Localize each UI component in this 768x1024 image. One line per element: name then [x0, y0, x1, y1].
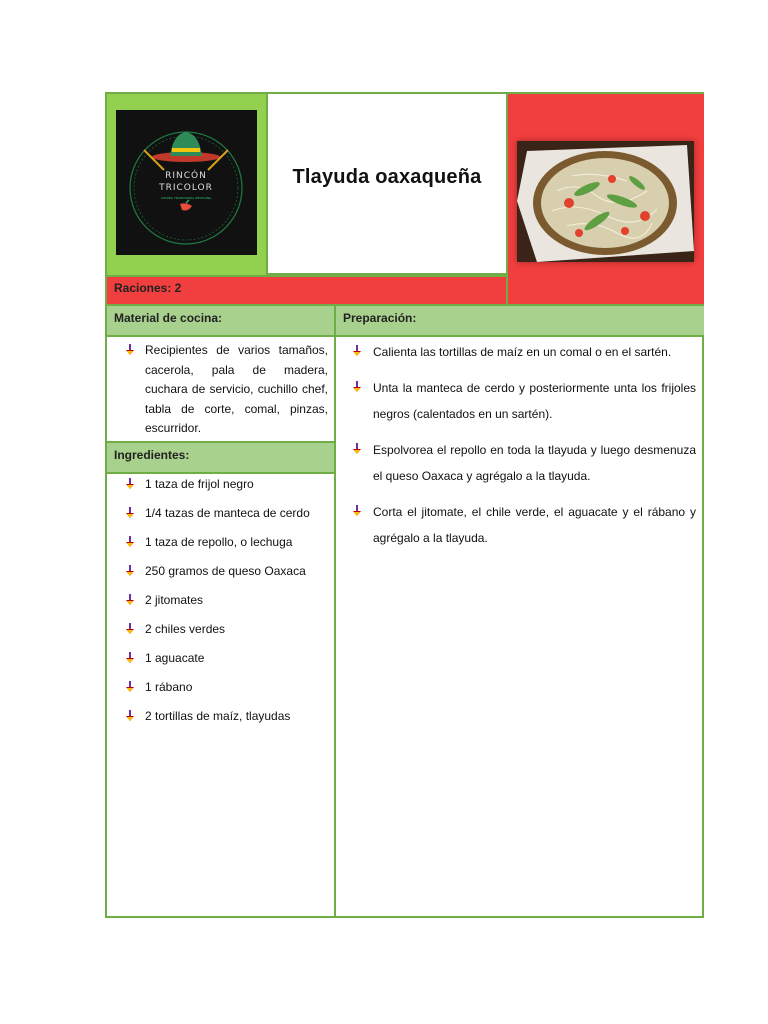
- list-item: [336, 339, 704, 365]
- list-item: [107, 563, 334, 592]
- arrow-bullet-icon: [124, 651, 136, 665]
- ingredient-text: 1 taza de frijol negro: [145, 477, 254, 491]
- arrow-bullet-icon: [124, 564, 136, 578]
- preparation-section: [336, 337, 704, 918]
- ingredient-text: 1 rábano: [145, 680, 193, 694]
- logo-line1: RINCÓN: [165, 171, 207, 181]
- arrow-bullet-icon: [124, 343, 136, 357]
- material-section: [107, 337, 336, 441]
- logo-tagline: COMIDA TRADICIONAL MEXICANA: [160, 196, 212, 200]
- servings-label: Raciones: 2: [114, 281, 182, 295]
- ingredient-text: 2 chiles verdes: [145, 622, 226, 636]
- ingredients-header: Ingredientes:: [107, 441, 336, 474]
- restaurant-logo: [116, 110, 257, 255]
- material-list: [107, 337, 334, 439]
- arrow-bullet-icon: [124, 709, 136, 723]
- ingredient-text: 1/4 tazas de manteca de cerdo: [145, 506, 310, 520]
- step-text: Espolvorea el repollo en toda la tlayuda y luego desmenuza el queso Oaxaca y agrégalo a la tlayuda.: [373, 443, 696, 483]
- ingredients-list: [107, 474, 334, 737]
- step-text: Corta el jitomate, el chile verde, el aguacate y el rábano y agrégalo a la tlayuda.: [373, 505, 696, 545]
- ingredient-text: 2 tortillas de maíz, tlayudas: [145, 709, 291, 723]
- tlayuda-image-icon: [517, 141, 694, 262]
- logo-line2: TRICOLOR: [159, 183, 213, 193]
- arrow-bullet-icon: [351, 442, 363, 456]
- list-item: [107, 621, 334, 650]
- arrow-bullet-icon: [124, 622, 136, 636]
- ingredient-text: 2 jitomates: [145, 593, 204, 607]
- arrow-bullet-icon: [124, 535, 136, 549]
- preparation-list: [336, 337, 704, 551]
- arrow-bullet-icon: [124, 506, 136, 520]
- step-text: Calienta las tortillas de maíz en un comal o en el sartén.: [373, 345, 672, 359]
- title-cell: [268, 94, 508, 275]
- sombrero-logo-icon: [116, 110, 257, 255]
- material-text: Recipientes de varios tamaños, cacerola, pala de madera, cuchara de servicio, cuchillo chef, tabla de corte, comal, pinzas, escurridor.: [145, 343, 328, 435]
- list-item: [107, 592, 334, 621]
- list-item: [107, 650, 334, 679]
- list-item: [336, 499, 704, 551]
- preparation-header: Preparación:: [336, 306, 704, 337]
- logo-cell: [107, 94, 268, 275]
- ingredient-text: 1 aguacate: [145, 651, 205, 665]
- list-item: [107, 679, 334, 708]
- photo-cell: [508, 94, 704, 306]
- arrow-bullet-icon: [124, 593, 136, 607]
- step-text: Unta la manteca de cerdo y posteriormente unta los frijoles negros (calentados en un sartén).: [373, 381, 696, 421]
- recipe-card: [105, 92, 704, 918]
- ingredient-text: 1 taza de repollo, o lechuga: [145, 535, 293, 549]
- list-item: [336, 437, 704, 489]
- list-item: [107, 505, 334, 534]
- arrow-bullet-icon: [351, 344, 363, 358]
- list-item: [107, 476, 334, 505]
- arrow-bullet-icon: [351, 504, 363, 518]
- material-header: Material de cocina:: [107, 306, 336, 337]
- list-item: [336, 375, 704, 427]
- list-item: [107, 534, 334, 563]
- arrow-bullet-icon: [124, 680, 136, 694]
- list-item: [107, 337, 334, 439]
- recipe-title: Tlayuda oaxaqueña: [292, 166, 482, 188]
- servings-cell: [107, 275, 508, 306]
- arrow-bullet-icon: [351, 380, 363, 394]
- tlayuda-photo: [517, 141, 694, 262]
- arrow-bullet-icon: [124, 477, 136, 491]
- list-item: [107, 708, 334, 737]
- ingredient-text: 250 gramos de queso Oaxaca: [145, 564, 306, 578]
- ingredients-section: [107, 474, 336, 918]
